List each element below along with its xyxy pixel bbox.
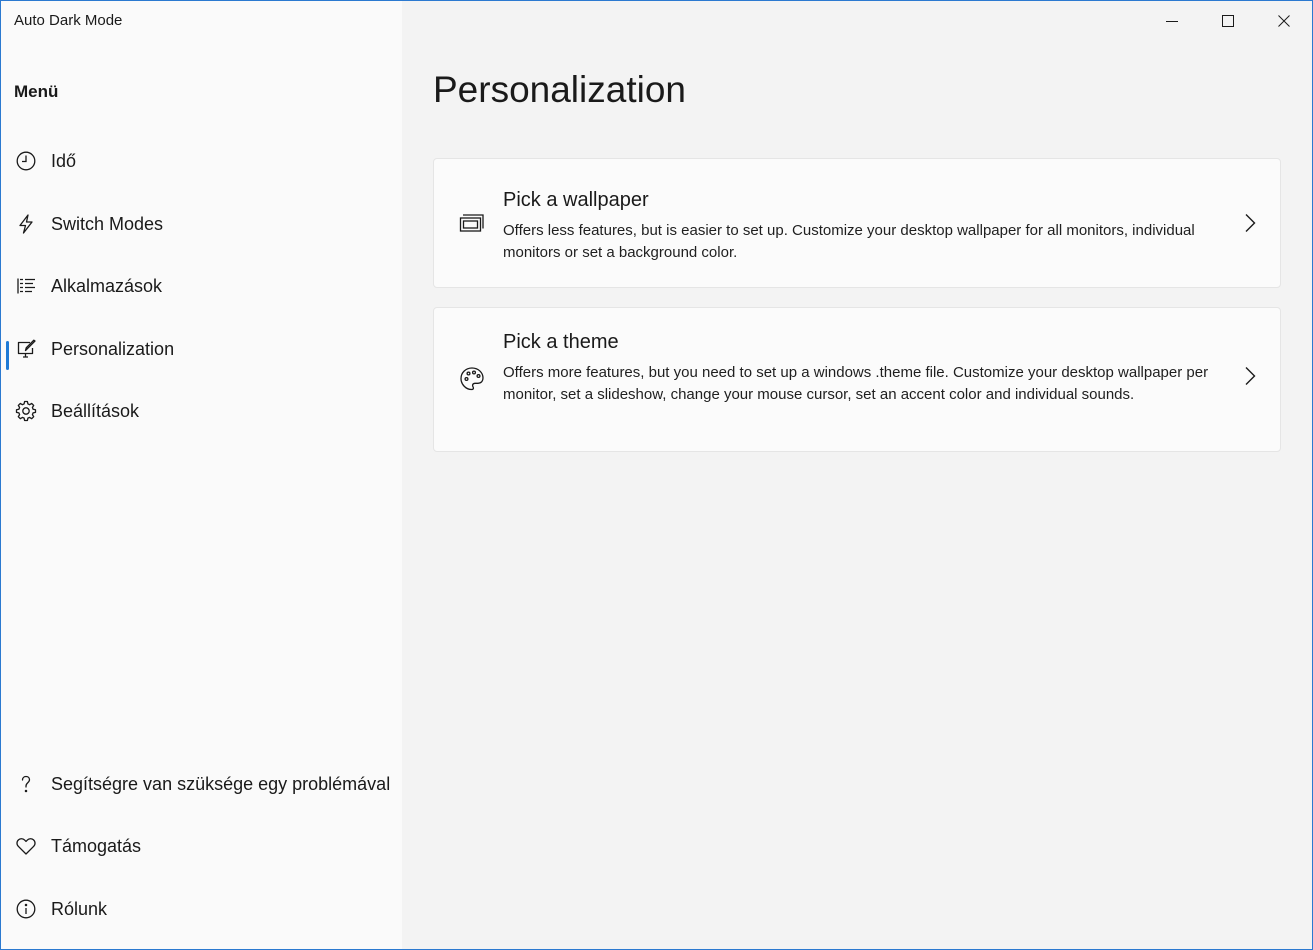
sidebar-item-alkalmazasok[interactable]	[1, 266, 402, 306]
personalize-icon	[15, 338, 37, 360]
sidebar-item-label: Switch Modes	[51, 213, 164, 234]
sidebar-item-label: Idő	[51, 150, 77, 171]
sidebar	[1, 1, 402, 949]
sidebar-item-personalization[interactable]	[1, 329, 402, 369]
info-icon	[15, 898, 37, 920]
wallpaper-icon	[458, 210, 486, 238]
list-icon	[15, 275, 37, 297]
question-icon	[15, 773, 37, 795]
app-title: Auto Dark Mode	[14, 12, 123, 29]
wallpaper-card[interactable]	[433, 158, 1281, 288]
sidebar-item-label: Beállítások	[51, 400, 140, 421]
titlebar-controls	[1144, 1, 1312, 41]
sidebar-item-beallitasok[interactable]	[1, 391, 402, 431]
sidebar-item-help[interactable]	[1, 764, 402, 804]
sidebar-item-label: Rólunk	[51, 898, 108, 919]
sidebar-item-support[interactable]	[1, 826, 402, 866]
menu-heading: Menü	[14, 82, 59, 101]
close-icon	[1277, 14, 1291, 28]
minimize-icon	[1165, 14, 1179, 28]
close-button[interactable]	[1256, 1, 1312, 41]
sidebar-item-label: Personalization	[51, 338, 175, 359]
card-description: Offers less features, but is easier to set up. Customize your desktop wallpaper for all monitors, individual monitors or set a background color.	[503, 222, 1195, 261]
chevron-right-icon	[1242, 365, 1258, 387]
sidebar-item-switch-modes[interactable]	[1, 204, 402, 244]
minimize-button[interactable]	[1144, 1, 1200, 41]
maximize-icon	[1221, 14, 1235, 28]
selected-indicator	[6, 341, 9, 370]
clock-icon	[15, 150, 37, 172]
sidebar-item-label: Támogatás	[51, 835, 142, 856]
theme-card[interactable]	[433, 307, 1281, 452]
page-title: Personalization	[433, 69, 686, 110]
sidebar-item-label: Alkalmazások	[51, 275, 163, 296]
sidebar-item-label: Segítségre van szüksége egy problémával	[51, 773, 391, 794]
sidebar-item-about[interactable]	[1, 889, 402, 929]
card-title: Pick a wallpaper	[503, 189, 649, 211]
maximize-button[interactable]	[1200, 1, 1256, 41]
lightning-icon	[15, 213, 37, 235]
card-title: Pick a theme	[503, 331, 619, 353]
palette-icon	[458, 365, 486, 393]
card-description: Offers more features, but you need to set up a windows .theme file. Customize your desktop wallpaper per monitor, set a slideshow, change your mouse cursor, set an accent color and individual sounds.	[503, 364, 1209, 403]
heart-icon	[15, 835, 37, 857]
chevron-right-icon	[1242, 212, 1258, 234]
sidebar-item-ido[interactable]	[1, 141, 402, 181]
gear-icon	[15, 400, 37, 422]
